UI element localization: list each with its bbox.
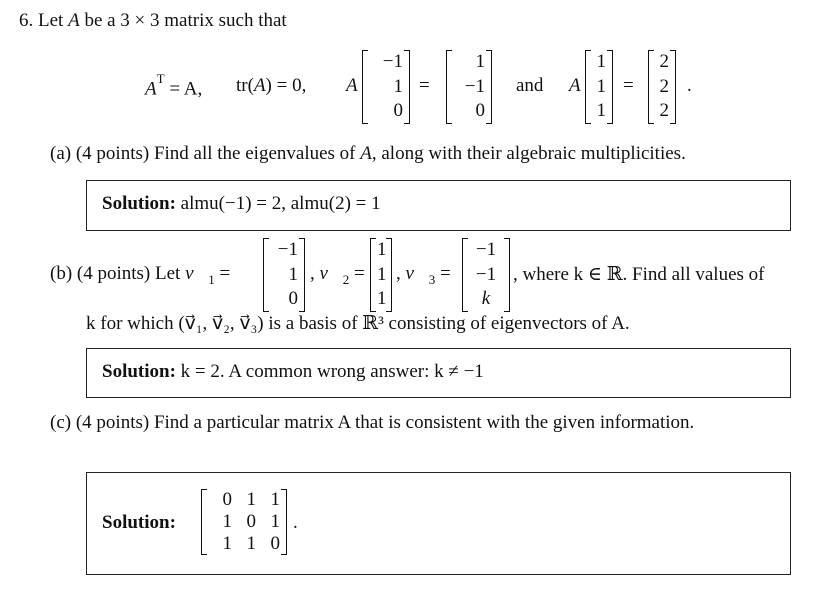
solution-label: Solution: [102,193,176,214]
entry: 1 [377,239,387,261]
subscript: 3 [428,271,436,287]
vector-v: v⃗ [405,263,429,284]
solution-text: almu(−1) = 2, almu(2) = 1 [180,193,381,214]
entry: 1 [288,263,298,285]
entry: 0 [288,288,298,310]
question-text: , where k ∈ ℝ. Find all values of [513,264,765,285]
subscript: 2 [342,271,350,287]
var-a: A [360,143,372,164]
entry: 1 [377,288,387,310]
question-text: (a) (4 points) Find all the eigenvalues of [50,143,361,164]
matrix-m1 [362,50,410,124]
solution-box-b [86,348,791,398]
entry: 1 [377,263,387,285]
equals: = [623,75,634,96]
entry: 0 [246,511,256,532]
vector-v1 [263,238,305,312]
equals: = [349,263,365,284]
entry: 0 [393,100,403,122]
period: . [687,75,692,96]
entry: −1 [475,239,497,261]
problem-intro [19,10,287,32]
equals: = [419,75,430,96]
entry: 1 [596,51,606,73]
entry: 0 [475,100,485,122]
entry: −1 [475,263,497,285]
entry: 1 [246,489,256,510]
matrix-m4 [648,50,676,124]
symmetric-eq [145,71,203,100]
entry: 2 [659,100,669,122]
matrix-m3 [585,50,613,124]
entry: 0 [270,533,280,554]
period: . [293,512,298,533]
entry: 1 [270,511,280,532]
vector-v: v⃗ [185,263,209,284]
entry: 1 [596,75,606,97]
comma: , [396,263,406,284]
intro-text: Let [38,10,69,31]
entry: 0 [222,489,232,510]
entry: −1 [464,75,485,97]
entry: 2 [659,75,669,97]
solution-box-a [86,180,791,231]
eq-text: tr( [236,75,254,96]
question-text: k for which (v⃗₁, v⃗₂, v⃗₃) is a basis of ℝ³ consisting of eigenvectors of A. [86,313,630,334]
var-a: A [253,75,266,96]
matrix-m2 [446,50,492,124]
entry: 1 [246,533,256,554]
var-a: A [145,78,157,100]
comma: , [310,263,320,284]
part-c-question: (c) (4 points) Find a particular matrix A that is consistent with the given information. [50,412,695,433]
and-text: and [516,75,544,96]
eq-text: ) = 0, [265,75,307,96]
entry: 1 [222,533,232,554]
equals: = [214,263,231,284]
entry: 1 [270,489,280,510]
entry: 1 [475,51,485,73]
entry: −1 [382,51,403,73]
var-a: A [569,75,581,96]
entry: 1 [596,100,606,122]
vector-v: v⃗ [319,263,343,284]
problem-number: 6. [19,10,34,31]
entry: 1 [393,75,403,97]
solution-text: k = 2. A common wrong answer: k ≠ −1 [180,361,484,382]
solution-box-c [86,472,791,575]
solution-matrix [201,489,287,555]
question-text: (b) (4 points) Let [50,263,186,284]
var-a: A [346,75,358,96]
trace-eq [236,75,306,97]
entry: 1 [222,511,232,532]
vector-v2 [370,238,392,312]
intro-text: be a 3 × 3 matrix such that [79,10,287,31]
vector-v3 [462,238,510,312]
entry: −1 [277,239,298,261]
equals: = [435,263,451,284]
solution-label: Solution: [102,512,176,533]
subscript: 1 [208,271,215,287]
question-text: , along with their algebraic multiplicities. [371,143,686,164]
transpose: T [156,71,165,86]
entry: k [481,288,491,310]
eq-text: = A, [169,78,203,100]
entry: 2 [659,51,669,73]
part-a-question [50,143,686,165]
solution-label: Solution: [102,361,176,382]
var-a: A [68,10,80,31]
